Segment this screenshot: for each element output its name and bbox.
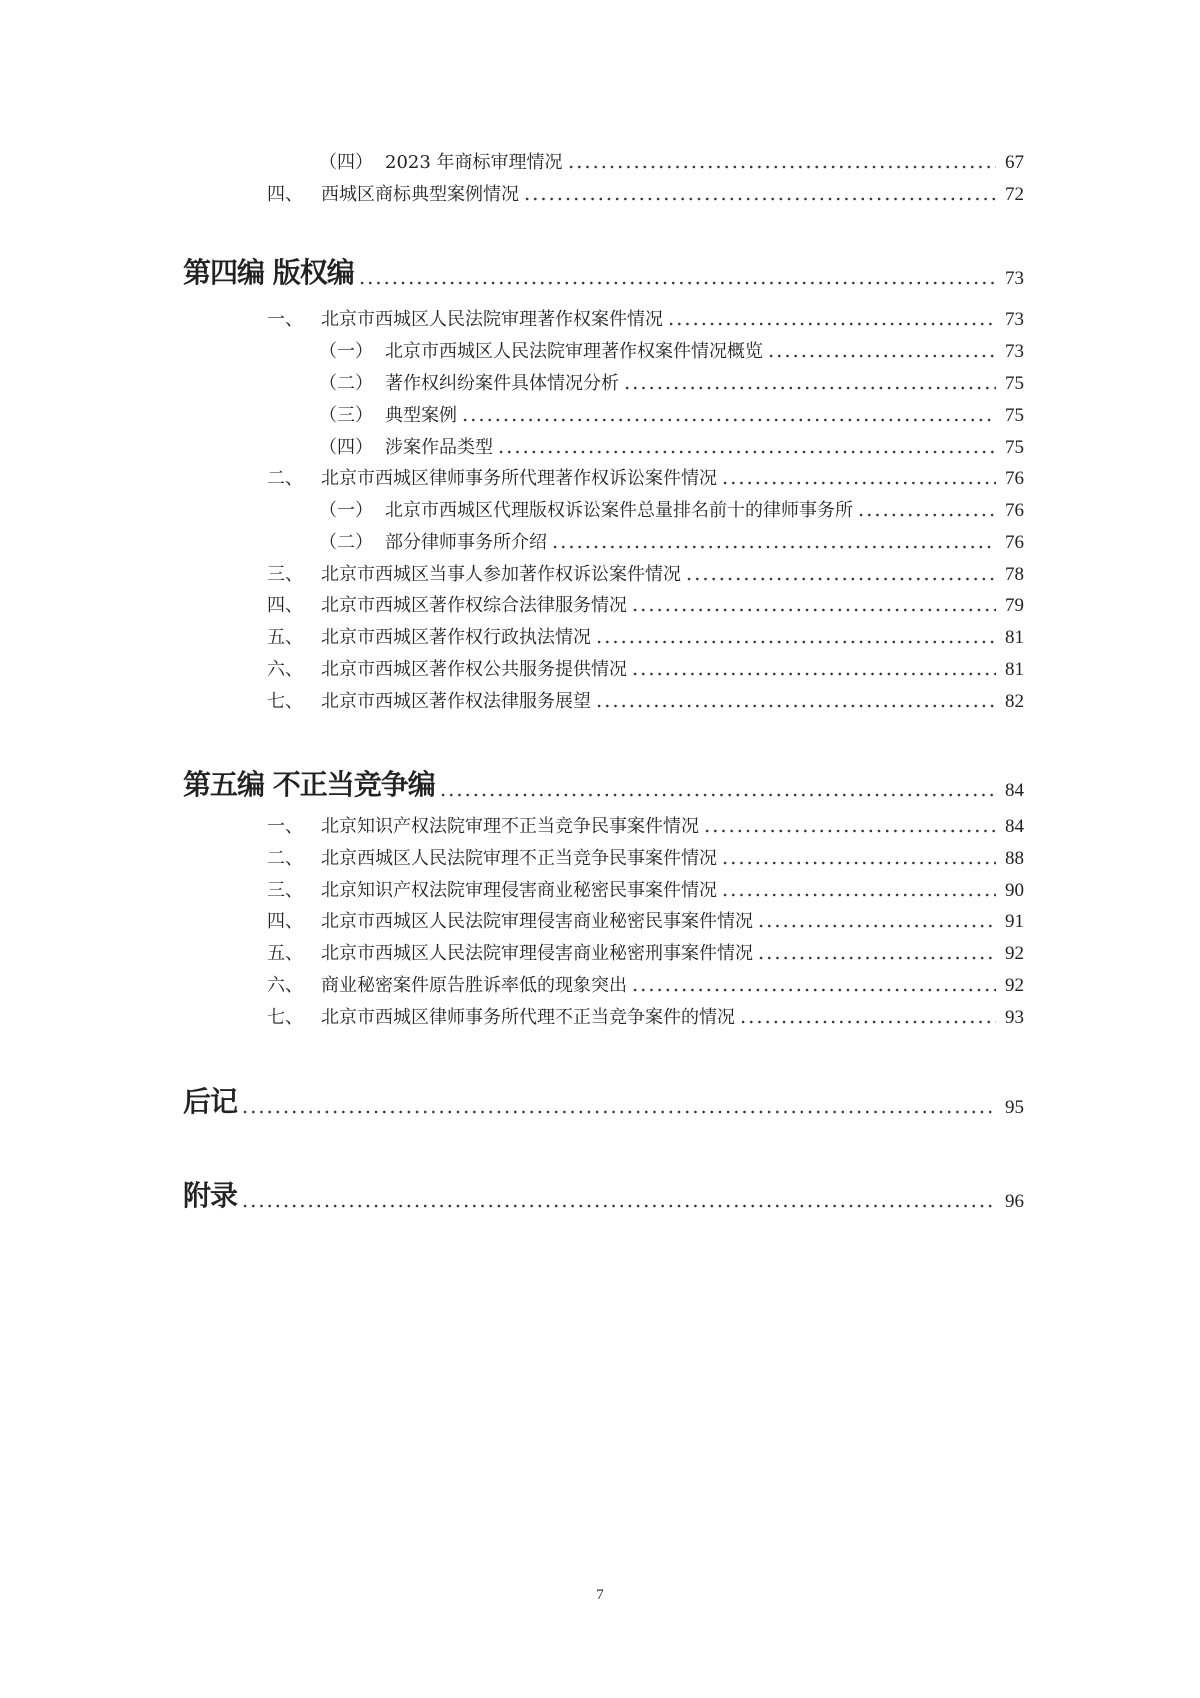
toc-entry[interactable] — [267, 307, 1024, 331]
toc-entry[interactable] — [267, 878, 1024, 902]
toc-entry-page: 84 — [1005, 816, 1024, 837]
toc-entry-page: 95 — [1005, 1097, 1024, 1118]
toc-entry-number: 一、 — [267, 309, 303, 330]
dot-leader — [757, 956, 996, 960]
toc-entry-number: （四） — [319, 152, 373, 173]
toc-entry-number: 五、 — [267, 627, 303, 648]
toc-entry-number: 六、 — [267, 659, 303, 680]
dot-leader — [595, 704, 996, 708]
toc-entry-title: 第四编 版权编 — [183, 256, 354, 289]
dot-leader — [721, 861, 996, 865]
toc-chapter[interactable] — [183, 766, 1024, 802]
toc-entry-number: （四） — [319, 437, 373, 458]
toc-entry-page: 91 — [1005, 911, 1024, 932]
toc-entry-number: 五、 — [267, 943, 303, 964]
toc-entry-page: 76 — [1005, 532, 1024, 553]
toc-entry[interactable] — [267, 466, 1024, 490]
toc-entry[interactable] — [319, 530, 1024, 554]
toc-entry-title: 北京市西城区人民法院审理侵害商业秘密民事案件情况 — [321, 911, 753, 932]
toc-entry-page: 92 — [1005, 975, 1024, 996]
toc-entry-page: 76 — [1005, 500, 1024, 521]
toc-entry[interactable] — [267, 657, 1024, 681]
toc-entry-page: 92 — [1005, 943, 1024, 964]
toc-entry[interactable] — [319, 339, 1024, 363]
toc-entry-number: （三） — [319, 405, 373, 426]
toc-entry-page: 90 — [1005, 880, 1024, 901]
toc-entry-page: 73 — [1005, 268, 1024, 289]
toc-entry-page: 75 — [1005, 373, 1024, 394]
toc-entry-title: 附录 — [183, 1179, 238, 1212]
toc-entry-title: 涉案作品类型 — [385, 437, 493, 458]
dot-leader — [551, 545, 996, 549]
toc-entry-title: 北京市西城区人民法院审理著作权案件情况 — [321, 309, 663, 330]
toc-entry[interactable] — [319, 403, 1024, 427]
toc-entry-number: 二、 — [267, 848, 303, 869]
toc-entry-number: 四、 — [267, 595, 303, 616]
toc-entry[interactable] — [319, 150, 1024, 174]
toc-entry-title: 北京市西城区律师事务所代理著作权诉讼案件情况 — [321, 468, 717, 489]
toc-entry-title: 北京市西城区著作权法律服务展望 — [321, 691, 591, 712]
dot-leader — [523, 197, 996, 201]
dot-leader — [461, 418, 996, 422]
dot-leader — [439, 793, 996, 797]
dot-leader — [721, 481, 996, 485]
toc-entry[interactable] — [267, 689, 1024, 713]
toc-entry-title: 北京市西城区代理版权诉讼案件总量排名前十的律师事务所 — [385, 500, 853, 521]
dot-leader — [685, 577, 996, 581]
dot-leader — [631, 672, 996, 676]
dot-leader — [739, 1020, 996, 1024]
toc-entry-number: （一） — [319, 341, 373, 362]
toc-entry-number: 四、 — [267, 184, 303, 205]
toc-entry-number: （二） — [319, 373, 373, 394]
toc-entry-title: 部分律师事务所介绍 — [385, 532, 547, 553]
toc-chapter[interactable] — [183, 1177, 1024, 1213]
toc-entry[interactable] — [267, 593, 1024, 617]
toc-entry-title: 北京市西城区当事人参加著作权诉讼案件情况 — [321, 564, 681, 585]
toc-entry[interactable] — [267, 562, 1024, 586]
dot-leader — [595, 640, 996, 644]
toc-entry-page: 76 — [1005, 468, 1024, 489]
toc-entry[interactable] — [319, 498, 1024, 522]
toc-entry-number: 三、 — [267, 564, 303, 585]
toc-entry[interactable] — [267, 909, 1024, 933]
toc-entry-page: 75 — [1005, 405, 1024, 426]
toc-entry-title: 北京市西城区人民法院审理侵害商业秘密刑事案件情况 — [321, 943, 753, 964]
dot-leader — [241, 1110, 996, 1114]
toc-entry-title: 北京知识产权法院审理不正当竞争民事案件情况 — [321, 816, 699, 837]
dot-leader — [767, 354, 996, 358]
toc-entry-title: 后记 — [183, 1085, 238, 1118]
toc-entry-page: 82 — [1005, 691, 1024, 712]
toc-entry-title: 北京西城区人民法院审理不正当竞争民事案件情况 — [321, 848, 717, 869]
page-number: 7 — [596, 1587, 604, 1603]
toc-entry-number: （二） — [319, 532, 373, 553]
toc-entry[interactable] — [267, 1005, 1024, 1029]
toc-entry-number: 四、 — [267, 911, 303, 932]
dot-leader — [631, 988, 996, 992]
toc-entry-number: 七、 — [267, 691, 303, 712]
toc-entry-title: 北京市西城区律师事务所代理不正当竞争案件的情况 — [321, 1007, 735, 1028]
toc-entry-title: 北京市西城区著作权行政执法情况 — [321, 627, 591, 648]
toc-entry-title: 2023 年商标审理情况 — [385, 152, 563, 173]
dot-leader — [631, 608, 996, 612]
dot-leader — [703, 829, 996, 833]
toc-entry-title: 北京市西城区著作权公共服务提供情况 — [321, 659, 627, 680]
toc-entry-title: 第五编 不正当竞争编 — [183, 768, 435, 801]
toc-entry-page: 67 — [1005, 152, 1024, 173]
toc-entry-number: （一） — [319, 500, 373, 521]
toc-chapter[interactable] — [183, 254, 1024, 290]
toc-entry-page: 93 — [1005, 1007, 1024, 1028]
dot-leader — [497, 450, 996, 454]
toc-entry-title: 北京市西城区人民法院审理著作权案件情况概览 — [385, 341, 763, 362]
toc-entry[interactable] — [319, 371, 1024, 395]
toc-entry[interactable] — [267, 941, 1024, 965]
toc-entry-number: 七、 — [267, 1007, 303, 1028]
toc-entry-page: 75 — [1005, 437, 1024, 458]
dot-leader — [241, 1204, 996, 1208]
toc-entry-title: 著作权纠纷案件具体情况分析 — [385, 373, 619, 394]
dot-leader — [721, 893, 996, 897]
toc-entry[interactable] — [267, 625, 1024, 649]
toc-entry-page: 72 — [1005, 184, 1024, 205]
toc-entry-number: 二、 — [267, 468, 303, 489]
dot-leader — [857, 513, 996, 517]
toc-entry-title: 北京知识产权法院审理侵害商业秘密民事案件情况 — [321, 880, 717, 901]
toc-entry[interactable] — [267, 814, 1024, 838]
toc-entry-page: 84 — [1005, 780, 1024, 801]
toc-entry-number: 一、 — [267, 816, 303, 837]
toc-entry[interactable] — [267, 973, 1024, 997]
toc-entry[interactable] — [319, 435, 1024, 459]
toc-entry-number: 六、 — [267, 975, 303, 996]
toc-entry-number: 三、 — [267, 880, 303, 901]
toc-entry-page: 81 — [1005, 627, 1024, 648]
toc-entry-title: 北京市西城区著作权综合法律服务情况 — [321, 595, 627, 616]
toc-entry[interactable] — [267, 182, 1024, 206]
toc-entry-page: 78 — [1005, 564, 1024, 585]
toc-entry-page: 73 — [1005, 309, 1024, 330]
toc-entry[interactable] — [267, 846, 1024, 870]
toc-entry-page: 79 — [1005, 595, 1024, 616]
toc-entry-page: 73 — [1005, 341, 1024, 362]
dot-leader — [667, 322, 996, 326]
toc-chapter[interactable] — [183, 1083, 1024, 1119]
dot-leader — [757, 924, 996, 928]
toc-entry-title: 西城区商标典型案例情况 — [321, 184, 519, 205]
dot-leader — [623, 386, 996, 390]
toc-entry-page: 88 — [1005, 848, 1024, 869]
dot-leader — [567, 165, 996, 169]
toc-entry-title: 典型案例 — [385, 405, 457, 426]
toc-entry-page: 96 — [1005, 1191, 1024, 1212]
toc-entry-page: 81 — [1005, 659, 1024, 680]
dot-leader — [358, 281, 996, 285]
toc-entry-title: 商业秘密案件原告胜诉率低的现象突出 — [321, 975, 627, 996]
